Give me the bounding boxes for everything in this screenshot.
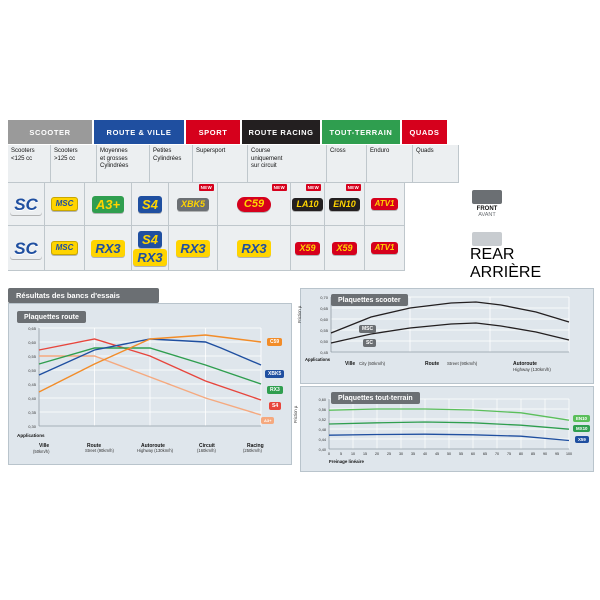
svg-text:0,45: 0,45 <box>320 350 328 355</box>
category-sport: SPORT <box>186 120 242 144</box>
matrix-front-row <box>8 183 465 226</box>
series-tag-x59: X59 <box>575 436 589 443</box>
svg-text:45: 45 <box>435 452 439 456</box>
svg-text:0,60: 0,60 <box>318 398 326 402</box>
subcat-scooters-over125: Scooters >125 cc <box>51 145 97 183</box>
cell-rear-s4-rx3[interactable] <box>132 226 169 271</box>
svg-text:40: 40 <box>423 452 427 456</box>
cell-rear-msc[interactable]: MSC <box>45 226 85 271</box>
svg-text:Autoroute: Autoroute <box>513 361 537 367</box>
svg-text:0,50: 0,50 <box>28 368 36 373</box>
series-tag-mx10: MX10 <box>573 425 590 432</box>
svg-text:60: 60 <box>471 452 475 456</box>
series-tag-s4: S4 <box>269 402 281 410</box>
svg-text:0,45: 0,45 <box>28 382 36 387</box>
series-tag-en10: EN10 <box>573 415 590 422</box>
matrix-subcategory-row <box>8 144 465 183</box>
chart-panel-route <box>8 303 292 465</box>
subcat-petites-cylindrees: Petites Cylindrées <box>150 145 193 183</box>
svg-text:55: 55 <box>459 452 463 456</box>
matrix-rear-row <box>8 226 465 271</box>
front-color-swatch <box>472 190 502 204</box>
front-legend <box>470 190 504 218</box>
svg-text:25: 25 <box>387 452 391 456</box>
subcat-course-circuit: Course uniquement sur circuit <box>248 145 327 183</box>
svg-text:0,60: 0,60 <box>28 340 36 345</box>
cell-front-a3plus[interactable]: A3+ <box>85 183 132 226</box>
svg-text:Ville: Ville <box>39 443 50 449</box>
cell-rear-rx3-sport[interactable]: RX3 <box>169 226 218 271</box>
rear-label: REAR <box>470 246 515 263</box>
subcat-supersport: Supersport <box>193 145 248 183</box>
category-route-racing: ROUTE RACING <box>242 120 322 144</box>
svg-text:100: 100 <box>566 452 572 456</box>
badge-stack-s4-rx3 <box>133 231 166 266</box>
new-badge-la10: NEW <box>307 185 319 190</box>
series-tag-rx3: RX3 <box>267 386 283 394</box>
cell-rear-x59-enduro[interactable]: X59 <box>325 226 365 271</box>
results-heading: Résultats des bancs d'essais <box>8 288 159 303</box>
svg-text:0,65: 0,65 <box>320 306 328 311</box>
svg-text:90: 90 <box>543 452 547 456</box>
svg-text:Freinage linéaire: Freinage linéaire <box>329 459 364 464</box>
new-badge-xbk5: NEW <box>200 185 212 190</box>
svg-text:0,60: 0,60 <box>320 317 328 322</box>
svg-text:Autoroute: Autoroute <box>141 443 165 449</box>
cell-rear-rx3-racing[interactable]: RX3 <box>218 226 291 271</box>
cell-front-la10[interactable]: NEW LA10 <box>291 183 325 226</box>
svg-text:15: 15 <box>363 452 367 456</box>
svg-text:80: 80 <box>519 452 523 456</box>
category-scooter: SCOOTER <box>8 120 94 144</box>
svg-text:30: 30 <box>399 452 403 456</box>
svg-text:75: 75 <box>507 452 511 456</box>
svg-text:0,48: 0,48 <box>318 428 326 432</box>
rear-sublabel: ARRIÈRE <box>470 264 542 281</box>
svg-text:0: 0 <box>328 452 330 456</box>
cell-rear-atv1[interactable]: ATV1 <box>365 226 405 271</box>
svg-text:0,44: 0,44 <box>318 438 326 442</box>
svg-text:0,40: 0,40 <box>318 448 326 452</box>
series-tag-c59: C59 <box>267 338 282 346</box>
svg-text:95: 95 <box>555 452 559 456</box>
svg-text:Route: Route <box>87 443 102 449</box>
chart-title-tout-terrain: Plaquettes tout-terrain <box>331 392 420 404</box>
cell-front-atv1[interactable]: ATV1 <box>365 183 405 226</box>
svg-text:10: 10 <box>351 452 355 456</box>
subcat-enduro: Enduro <box>367 145 413 183</box>
svg-text:Friction µ: Friction µ <box>293 405 298 423</box>
chart-panel-scooter <box>297 288 594 384</box>
svg-text:0,30: 0,30 <box>28 424 36 429</box>
svg-text:70: 70 <box>495 452 499 456</box>
series-tag-a3plus: A3+ <box>261 417 274 424</box>
chart-title-scooter: Plaquettes scooter <box>331 294 408 306</box>
svg-text:Circuit: Circuit <box>199 443 215 449</box>
svg-text:0,52: 0,52 <box>318 418 326 422</box>
svg-text:0,70: 0,70 <box>320 295 328 300</box>
svg-text:35: 35 <box>411 452 415 456</box>
cell-front-msc[interactable]: MSC <box>45 183 85 226</box>
cell-rear-x59-cross[interactable]: X59 <box>291 226 325 271</box>
subcat-moyennes-grosses: Moyennes et grosses Cylindrées <box>97 145 150 183</box>
subcat-quads: Quads <box>413 145 459 183</box>
svg-text:Racing: Racing <box>247 443 264 449</box>
svg-text:Street (90km/h): Street (90km/h) <box>85 448 114 453</box>
svg-text:0,55: 0,55 <box>28 354 36 359</box>
cell-front-en10[interactable]: NEW EN10 <box>325 183 365 226</box>
svg-text:City (50km/h): City (50km/h) <box>359 361 386 366</box>
svg-text:Applications: Applications <box>305 357 331 362</box>
svg-text:5: 5 <box>340 452 342 456</box>
product-matrix <box>8 120 465 271</box>
svg-text:Friction µ: Friction µ <box>297 305 302 323</box>
category-quads: QUADS <box>402 120 447 144</box>
category-route-ville: ROUTE & VILLE <box>94 120 186 144</box>
badge-rx3: RX3 <box>133 249 166 266</box>
matrix-category-row <box>8 120 465 144</box>
svg-text:(160km/h): (160km/h) <box>197 448 216 453</box>
chart-svg-route <box>9 304 291 464</box>
svg-text:0,56: 0,56 <box>318 408 326 412</box>
rear-color-swatch <box>472 232 502 246</box>
chart-title-route: Plaquettes route <box>17 311 86 323</box>
svg-text:0,65: 0,65 <box>28 326 36 331</box>
new-badge-c59: NEW <box>273 185 285 190</box>
svg-text:50: 50 <box>447 452 451 456</box>
cell-front-s4[interactable]: S4 <box>132 183 169 226</box>
svg-text:20: 20 <box>375 452 379 456</box>
series-tag-sc: SC <box>363 339 376 347</box>
svg-text:0,55: 0,55 <box>320 328 328 333</box>
svg-text:(250km/h): (250km/h) <box>243 448 262 453</box>
front-sublabel: AVANT <box>478 212 496 218</box>
svg-text:Route: Route <box>425 361 440 367</box>
svg-text:Street (90km/h): Street (90km/h) <box>447 361 478 366</box>
svg-text:85: 85 <box>531 452 535 456</box>
svg-text:0,40: 0,40 <box>28 396 36 401</box>
rear-legend <box>470 232 542 282</box>
cell-front-xbk5[interactable]: NEW XBK5 <box>169 183 218 226</box>
new-badge-en10: NEW <box>347 185 359 190</box>
cell-rear-rx3[interactable]: RX3 <box>85 226 132 271</box>
svg-text:Ville: Ville <box>345 361 356 367</box>
subcat-scooters-under125: Scooters <125 cc <box>8 145 51 183</box>
category-tout-terrain: TOUT-TERRAIN <box>322 120 402 144</box>
svg-text:65: 65 <box>483 452 487 456</box>
svg-text:Highway (130km/h): Highway (130km/h) <box>513 367 551 372</box>
svg-text:0,35: 0,35 <box>28 410 36 415</box>
svg-text:(50km/h): (50km/h) <box>33 449 50 454</box>
cell-front-c59[interactable]: NEW C59 <box>218 183 291 226</box>
cell-rear-sc[interactable]: SC <box>8 226 45 271</box>
subcat-cross: Cross <box>327 145 367 183</box>
front-label: FRONT <box>476 206 498 212</box>
chart-panel-tout-terrain <box>293 386 594 472</box>
svg-text:0,50: 0,50 <box>320 339 328 344</box>
series-tag-xbk5: XBK5 <box>265 370 284 378</box>
series-tag-msc: MSC <box>359 325 376 333</box>
badge-s4: S4 <box>138 231 162 248</box>
cell-front-sc[interactable]: SC <box>8 183 45 226</box>
svg-text:Highway (130km/h): Highway (130km/h) <box>137 448 174 453</box>
svg-text:Applications: Applications <box>17 433 45 438</box>
